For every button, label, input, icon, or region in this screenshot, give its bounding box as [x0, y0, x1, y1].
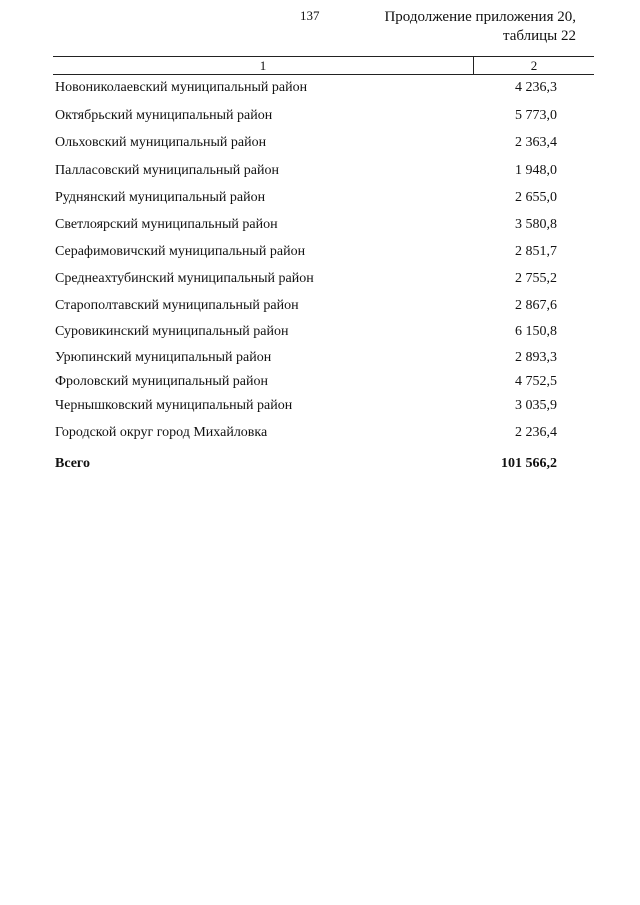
- district-value: 5 773,0: [515, 108, 557, 123]
- total-row: [55, 456, 565, 476]
- table-row: [55, 244, 565, 264]
- table-row: [55, 350, 565, 370]
- district-value: 2 363,4: [515, 135, 557, 150]
- district-name: Октябрьский муниципальный район: [55, 108, 273, 123]
- district-name: Чернышковский муниципальный район: [55, 398, 293, 413]
- table-row: [55, 135, 565, 155]
- district-value: 3 035,9: [515, 398, 557, 413]
- district-value: 4 236,3: [515, 80, 557, 95]
- district-value: 2 893,3: [515, 350, 557, 365]
- district-name: Урюпинский муниципальный район: [55, 350, 272, 365]
- district-value: 2 236,4: [515, 425, 557, 440]
- district-name: Серафимовичский муниципальный район: [55, 244, 306, 259]
- district-value: 4 752,5: [515, 374, 557, 389]
- district-value: 2 655,0: [515, 190, 557, 205]
- district-name: Среднеахтубинский муниципальный район: [55, 271, 314, 286]
- district-value: 2 755,2: [515, 271, 557, 286]
- table-row: [55, 298, 565, 318]
- column-header-1: 1: [259, 58, 267, 73]
- district-name: Городской округ город Михайловка: [55, 425, 268, 440]
- district-name: Руднянский муниципальный район: [55, 190, 266, 205]
- table-row: [55, 398, 565, 418]
- district-name: Светлоярский муниципальный район: [55, 217, 278, 232]
- table-row: [55, 163, 565, 183]
- district-name: Старополтавский муниципальный район: [55, 298, 299, 313]
- district-name: Суровикинский муниципальный район: [55, 324, 289, 339]
- continuation-line-2: таблицы 22: [502, 28, 576, 44]
- table-row: [55, 190, 565, 210]
- district-value: 3 580,8: [515, 217, 557, 232]
- district-name: Палласовский муниципальный район: [55, 163, 279, 178]
- district-value: 2 867,6: [515, 298, 557, 313]
- district-name: Ольховский муниципальный район: [55, 135, 267, 150]
- table-row: [55, 324, 565, 344]
- continuation-header: [384, 8, 576, 46]
- continuation-line-1: Продолжение приложения 20,: [384, 9, 576, 25]
- page-number: 137: [300, 8, 320, 23]
- district-value: 2 851,7: [515, 244, 557, 259]
- table-row: [55, 80, 565, 100]
- total-label: Всего: [55, 456, 90, 471]
- table-row: [55, 271, 565, 291]
- total-value: 101 566,2: [501, 456, 557, 471]
- district-value: 1 948,0: [515, 163, 557, 178]
- district-name: Новониколаевский муниципальный район: [55, 80, 308, 95]
- district-name: Фроловский муниципальный район: [55, 374, 269, 389]
- district-value: 6 150,8: [515, 324, 557, 339]
- table-row: [55, 374, 565, 394]
- table-header: [53, 56, 594, 75]
- table-row: [55, 217, 565, 237]
- table-row: [55, 425, 565, 445]
- column-header-2: 2: [530, 58, 538, 73]
- table-row: [55, 108, 565, 128]
